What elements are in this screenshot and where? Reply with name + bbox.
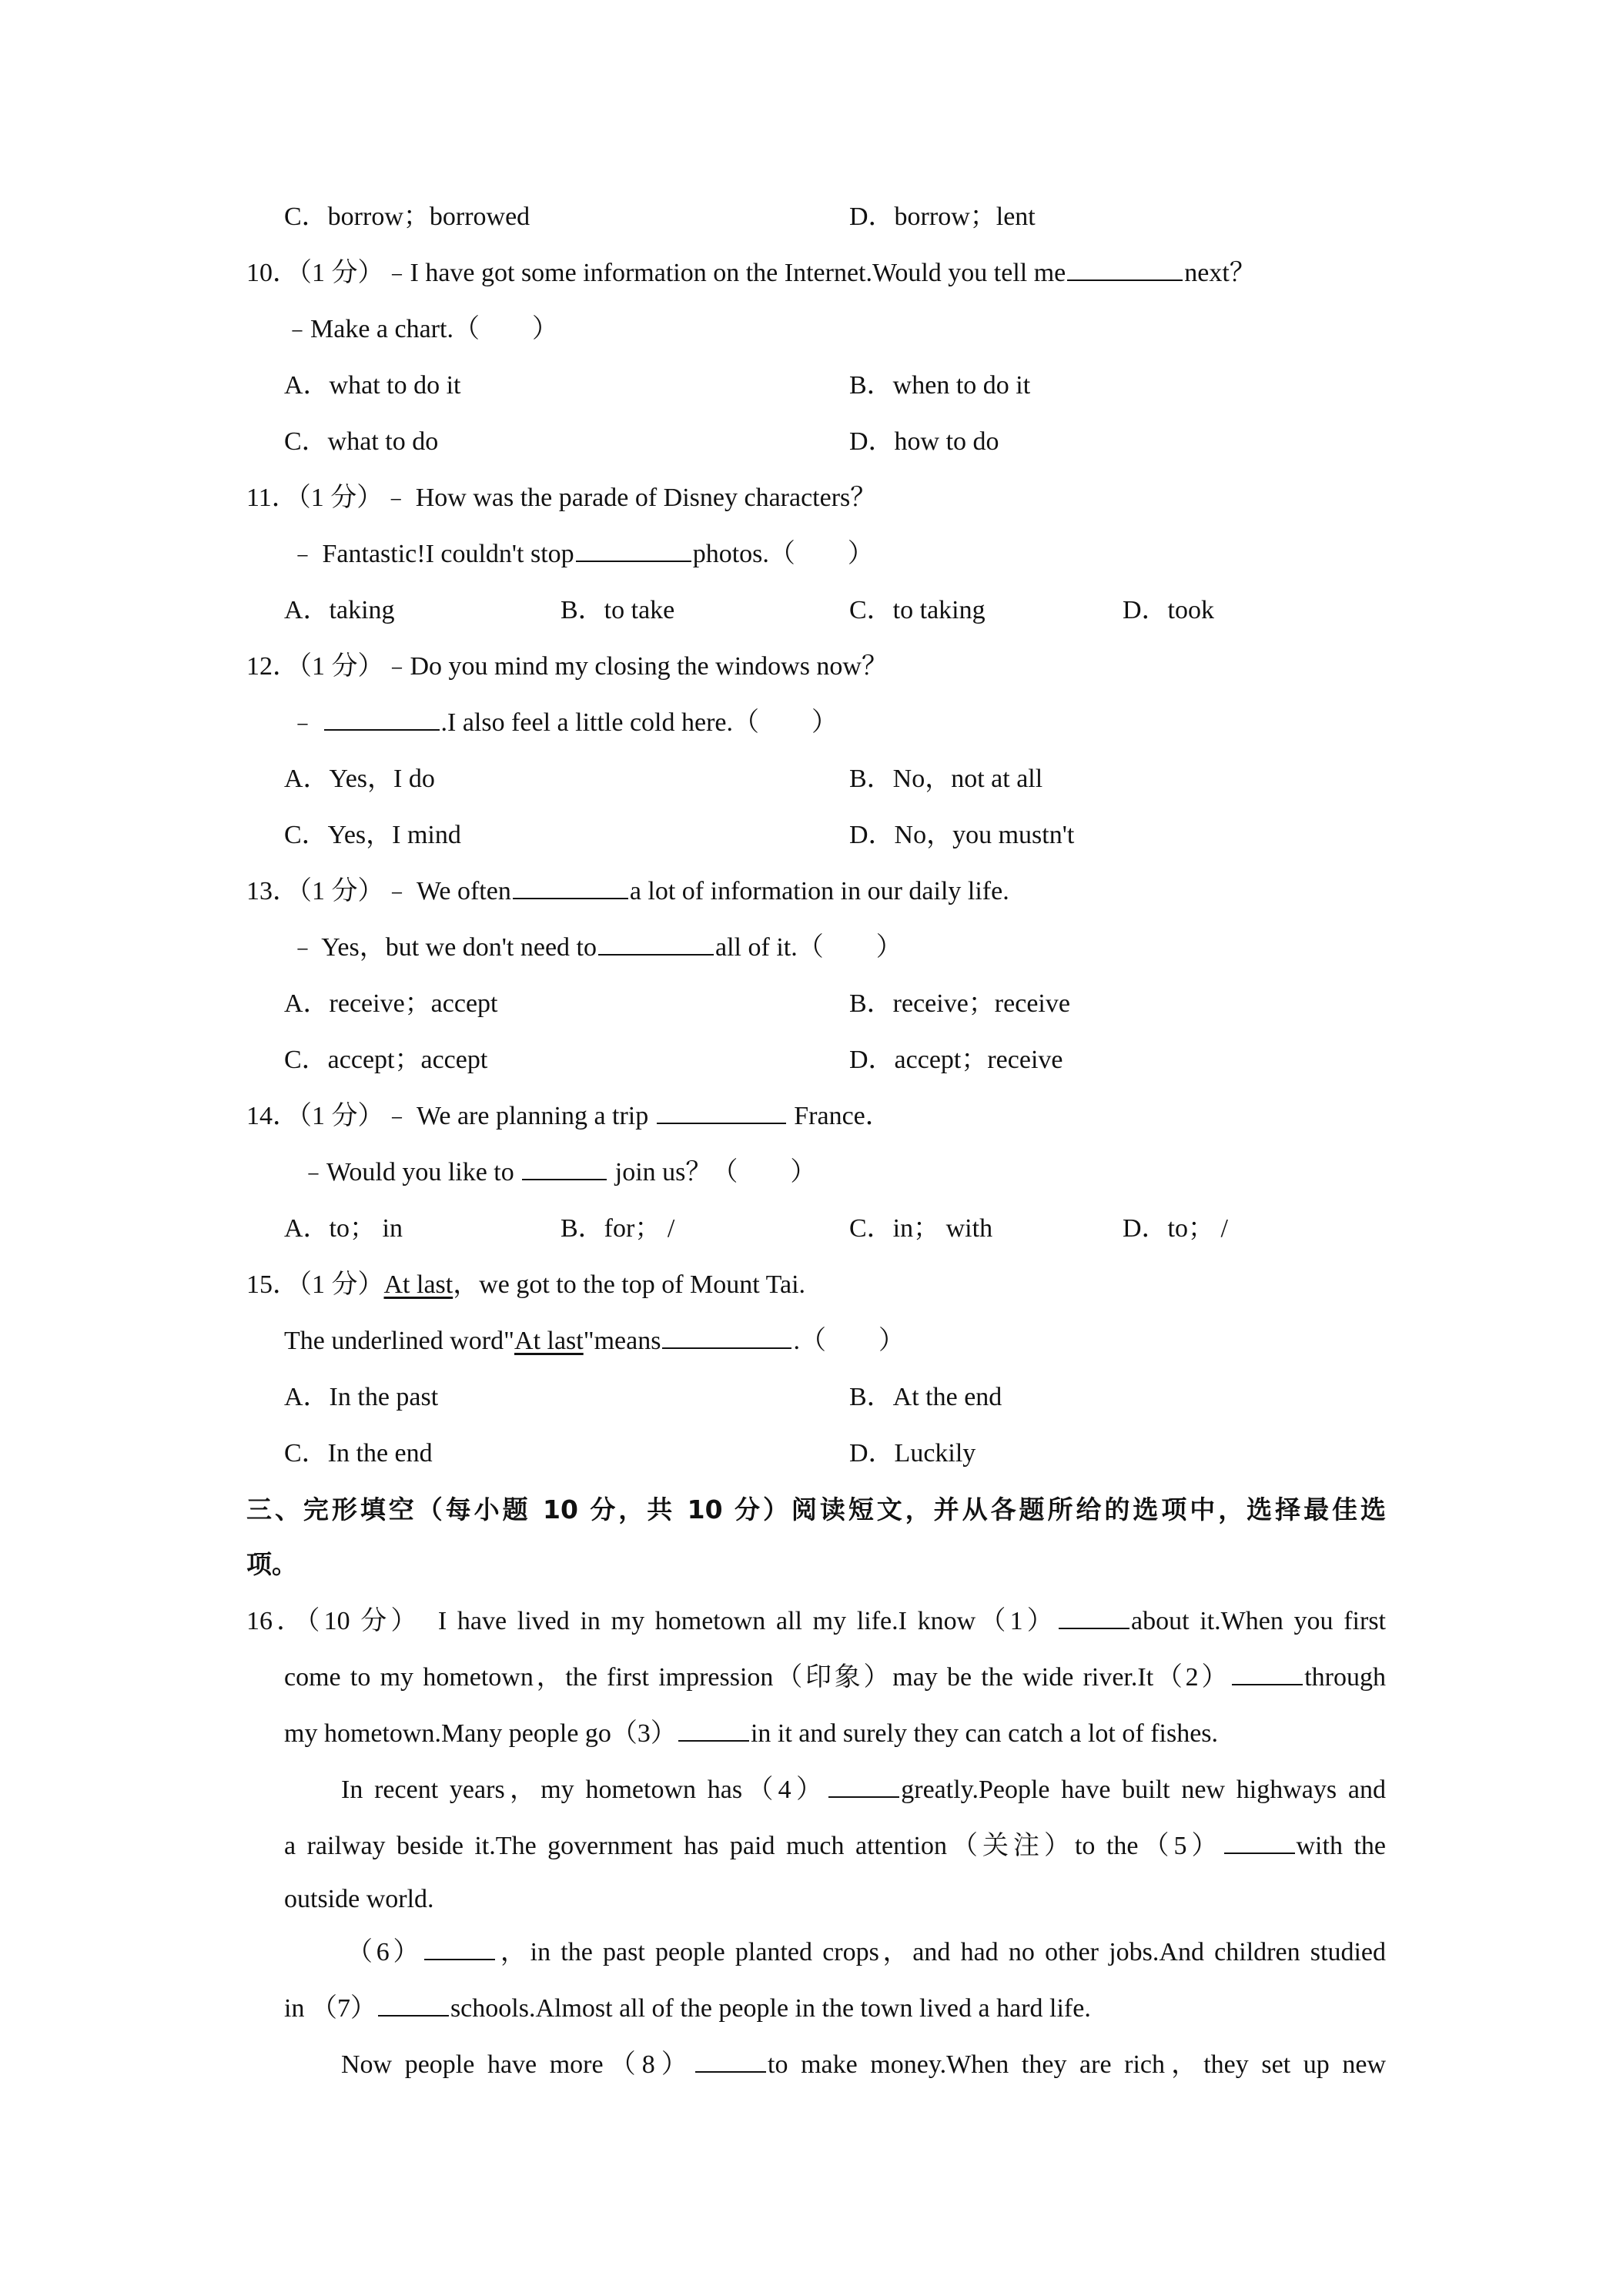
q11-option-b: B．to take xyxy=(561,596,675,624)
answer-blank xyxy=(598,931,714,956)
q15-question: The underlined word"At last"means .（ ） xyxy=(284,1324,905,1358)
answer-blank xyxy=(695,2048,766,2073)
q15-option-d: D．Luckily xyxy=(849,1439,976,1468)
q9-option-c: C．borrow；borrowed xyxy=(284,202,530,231)
answer-blank xyxy=(678,1717,749,1742)
q13-response: ﹣ Yes，but we don't need to all of it.（ ） xyxy=(289,931,902,965)
q11-option-c: C．to taking xyxy=(849,596,986,624)
answer-blank xyxy=(378,1992,449,2017)
q12-option-b: B．No，not at all xyxy=(849,765,1043,793)
answer-blank xyxy=(657,1099,786,1124)
q16-line-4: In recent years，my hometown has（4） greatly.People have built new highways and xyxy=(341,1773,1386,1807)
answer-blank xyxy=(1059,1605,1129,1629)
q13-option-d: D．accept；receive xyxy=(849,1046,1063,1074)
q13-option-c: C．accept；accept xyxy=(284,1046,488,1074)
q14-option-c: C．in； with xyxy=(849,1214,993,1243)
section-heading-cont: 项。 xyxy=(246,1549,297,1579)
q12-option-a: A．Yes，I do xyxy=(284,765,435,793)
q14-option-a: A．to； in xyxy=(284,1214,403,1243)
q11-stem: 11．（1 分）﹣ How was the parade of Disney characters？ xyxy=(246,484,877,512)
answer-blank xyxy=(1232,1661,1303,1685)
q10-option-b: B．when to do it xyxy=(849,371,1031,400)
q11-option-a: A．taking xyxy=(284,596,395,624)
q13-option-a: A．receive；accept xyxy=(284,989,498,1018)
q10-stem: 10．（1 分）﹣I have got some information on the Internet.Would you tell me next？ xyxy=(246,256,1256,290)
q10-option-a: A．what to do it xyxy=(284,371,461,400)
q10-response: ﹣Make a chart.（ ） xyxy=(284,315,558,343)
q14-response: ﹣Would you like to join us？（ ） xyxy=(300,1156,816,1190)
q14-stem: 14．（1 分）﹣ We are planning a trip France． xyxy=(246,1099,892,1133)
answer-blank xyxy=(1067,256,1183,281)
answer-blank xyxy=(662,1324,791,1349)
q13-option-b: B．receive；receive xyxy=(849,989,1070,1018)
underlined-phrase: At last xyxy=(383,1270,453,1299)
q9-option-d: D．borrow；lent xyxy=(849,202,1036,231)
answer-blank xyxy=(522,1156,607,1180)
section-heading: 三、完形填空（每小题 10 分，共 10 分）阅读短文，并从各题所给的选项中，选择最佳选 xyxy=(246,1494,1386,1525)
q14-option-b: B．for； / xyxy=(561,1214,675,1243)
answer-blank xyxy=(828,1773,899,1798)
answer-blank xyxy=(576,537,691,562)
q16-line-3: my hometown.Many people go（3） in it and surely they can catch a lot of fishes. xyxy=(284,1717,1218,1751)
q15-option-c: C．In the end xyxy=(284,1439,433,1468)
q16-line-6: outside world. xyxy=(284,1885,434,1913)
q11-response: ﹣ Fantastic!I couldn't stop photos.（ ） xyxy=(289,537,874,571)
q12-response: ﹣ .I also feel a little cold here.（ ） xyxy=(289,706,838,740)
q16-line-7: （6） ，in the past people planted crops，and had no other jobs.And children studied xyxy=(346,1936,1386,1970)
q12-option-c: C．Yes，I mind xyxy=(284,821,461,849)
q12-stem: 12．（1 分）﹣Do you mind my closing the windows now？ xyxy=(246,652,888,681)
answer-blank xyxy=(324,706,440,731)
q10-option-d: D．how to do xyxy=(849,427,999,456)
q12-option-d: D．No，you mustn't xyxy=(849,821,1075,849)
q13-stem: 13．（1 分）﹣ We often a lot of information in our daily life. xyxy=(246,875,1009,909)
q16-line-9: Now people have more（8） to make money.When they are rich，they set up new xyxy=(341,2048,1386,2082)
q14-option-d: D．to； / xyxy=(1123,1214,1228,1243)
answer-blank xyxy=(424,1936,495,1960)
q16-line-1: 16．（10 分） I have lived in my hometown all my life.I know（1） about it.When you first xyxy=(246,1605,1386,1638)
q15-option-a: A．In the past xyxy=(284,1383,439,1411)
q15-option-b: B．At the end xyxy=(849,1383,1002,1411)
q15-stem: 15．（1 分）At last，we got to the top of Mount Tai. xyxy=(246,1270,806,1299)
q11-option-d: D．took xyxy=(1123,596,1214,624)
q16-line-2: come to my hometown，the first impression（印象）may be the wide river.It（2） through xyxy=(284,1661,1386,1695)
answer-blank xyxy=(513,875,628,899)
underlined-phrase: At last xyxy=(514,1327,584,1355)
q10-option-c: C．what to do xyxy=(284,427,439,456)
answer-blank xyxy=(1224,1829,1295,1854)
q16-line-8: in （7） schools.Almost all of the people in the town lived a hard life. xyxy=(284,1992,1091,2026)
q16-line-5: a railway beside it.The government has paid much attention（关注）to the（5） with the xyxy=(284,1829,1386,1863)
